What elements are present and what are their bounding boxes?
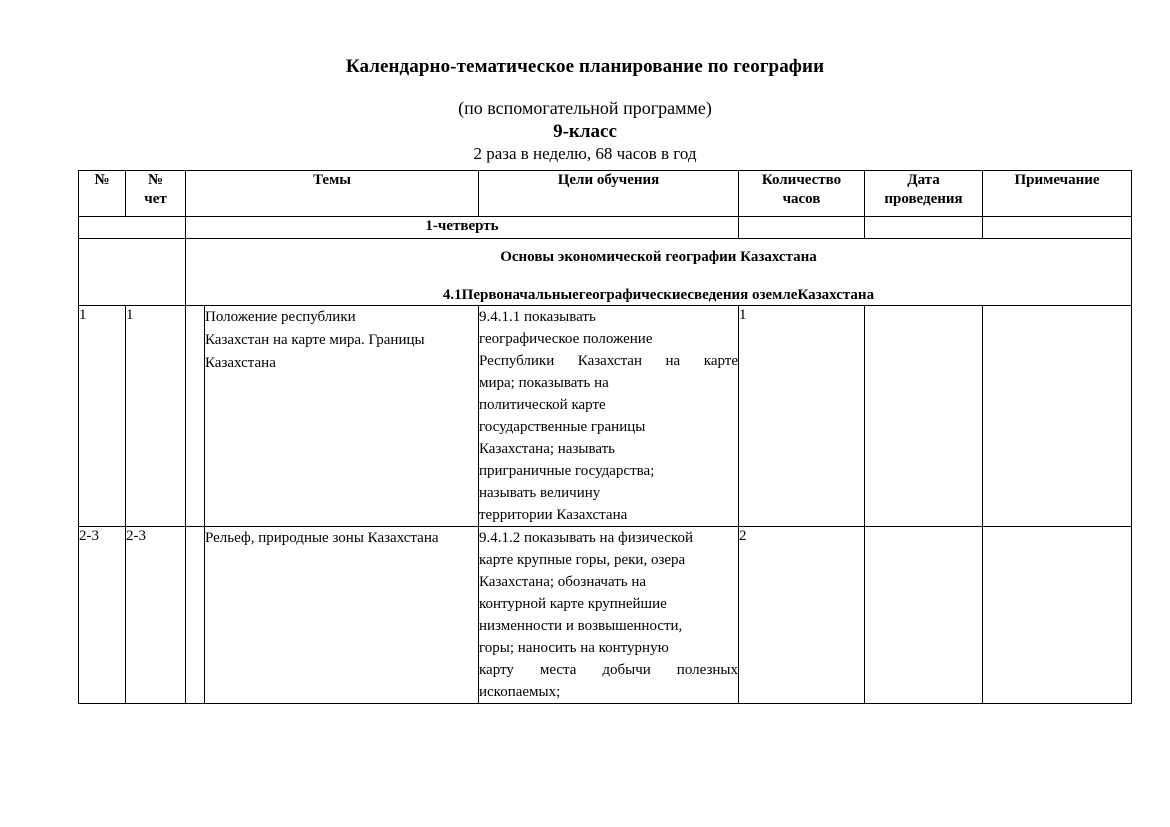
column-header-date-line1: Дата [907, 172, 940, 188]
quarter-row-date-cell [865, 217, 983, 239]
row-topic-line-3: Казахстана [205, 355, 276, 371]
column-header-hours-line1: Количество [761, 172, 842, 188]
row-note [983, 306, 1132, 527]
row-hours: 1 [739, 306, 865, 527]
row-goal-line-5: низменности и возвышенности, [479, 618, 683, 634]
unit-row-number-cell [79, 239, 186, 306]
row-topic-line-1: Рельеф, природные зоны Казахстана [205, 530, 439, 546]
row-goal-line-7: Казахстана; называть [479, 441, 616, 457]
unit-title: Основы экономической географии Казахстана [500, 249, 817, 265]
table-row [79, 306, 1132, 527]
hours-note: 2 раза в неделю, 68 часов в год [473, 144, 697, 163]
row-number-quarter: 2-3 [126, 527, 186, 704]
column-header-goals: Цели обучения [479, 171, 739, 217]
row-goal-line-5: политической карте [479, 397, 606, 413]
column-header-number: № [79, 171, 126, 217]
row-goal-line-4: мира; показывать на [479, 375, 609, 391]
column-header-date [865, 171, 983, 217]
unit-title-cell [186, 239, 1132, 306]
row-date [865, 527, 983, 704]
row-goal-line-9: называть величину [479, 485, 601, 501]
row-goal-line-8: ископаемых; [479, 684, 561, 700]
grade-label: 9-класс [553, 121, 617, 142]
table-row [79, 527, 1132, 704]
row-goal-line-8: приграничные государства; [479, 463, 655, 479]
row-goal-line-1: 9.4.1.1 показывать [479, 309, 596, 325]
quarter-section-row [79, 217, 1132, 239]
column-header-number-quarter-line1: № [147, 172, 164, 188]
row-number: 1 [79, 306, 126, 527]
ktp-table [78, 170, 1132, 704]
page-title: Календарно-тематическое планирование по географии [345, 56, 825, 77]
row-topic [205, 306, 479, 527]
unit-code: 4.1Первоначальныегеографическиесведения оземлеКазахстана [442, 287, 875, 303]
column-header-topics: Темы [186, 171, 479, 217]
row-topic-line-1: Положение республики [205, 309, 356, 325]
quarter-title: 1-четверть [186, 217, 739, 239]
table-header-row [79, 171, 1132, 217]
quarter-row-number-cell [79, 217, 186, 239]
document-header [0, 0, 1170, 164]
row-goal-line-1: 9.4.1.2 показывать на физической [479, 530, 693, 546]
row-goal-line-7: карту места добычи полезных [479, 662, 738, 678]
program-subtitle: (по вспомогательной программе) [458, 98, 712, 118]
quarter-row-hours-cell [739, 217, 865, 239]
row-goal-line-10: территории Казахстана [479, 507, 628, 523]
column-header-number-quarter-line2: чет [144, 191, 167, 207]
row-goals [479, 527, 739, 704]
row-note [983, 527, 1132, 704]
row-hours: 2 [739, 527, 865, 704]
row-spacer-cell [186, 527, 205, 704]
row-goal-line-3: Казахстана; обозначать на [479, 574, 647, 590]
row-goal-line-6: государственные границы [479, 419, 646, 435]
row-number-quarter: 1 [126, 306, 186, 527]
row-topic [205, 527, 479, 704]
column-header-number-quarter [126, 171, 186, 217]
column-header-date-line2: проведения [884, 191, 963, 207]
row-goal-line-6: горы; наносить на контурную [479, 640, 669, 656]
row-number: 2-3 [79, 527, 126, 704]
row-goals [479, 306, 739, 527]
row-goal-line-2: карте крупные горы, реки, озера [479, 552, 686, 568]
column-header-hours [739, 171, 865, 217]
row-goal-line-2: географическое положение [479, 331, 653, 347]
unit-section-row [79, 239, 1132, 306]
ktp-table-container [78, 170, 1131, 704]
row-spacer-cell [186, 306, 205, 527]
row-topic-line-2: Казахстан на карте мира. Границы [205, 332, 425, 348]
column-header-note: Примечание [983, 171, 1132, 217]
quarter-row-note-cell [983, 217, 1132, 239]
row-goal-line-3: Республики Казахстан на карте [479, 353, 738, 369]
row-date [865, 306, 983, 527]
row-goal-line-4: контурной карте крупнейшие [479, 596, 667, 612]
column-header-hours-line2: часов [782, 191, 821, 207]
